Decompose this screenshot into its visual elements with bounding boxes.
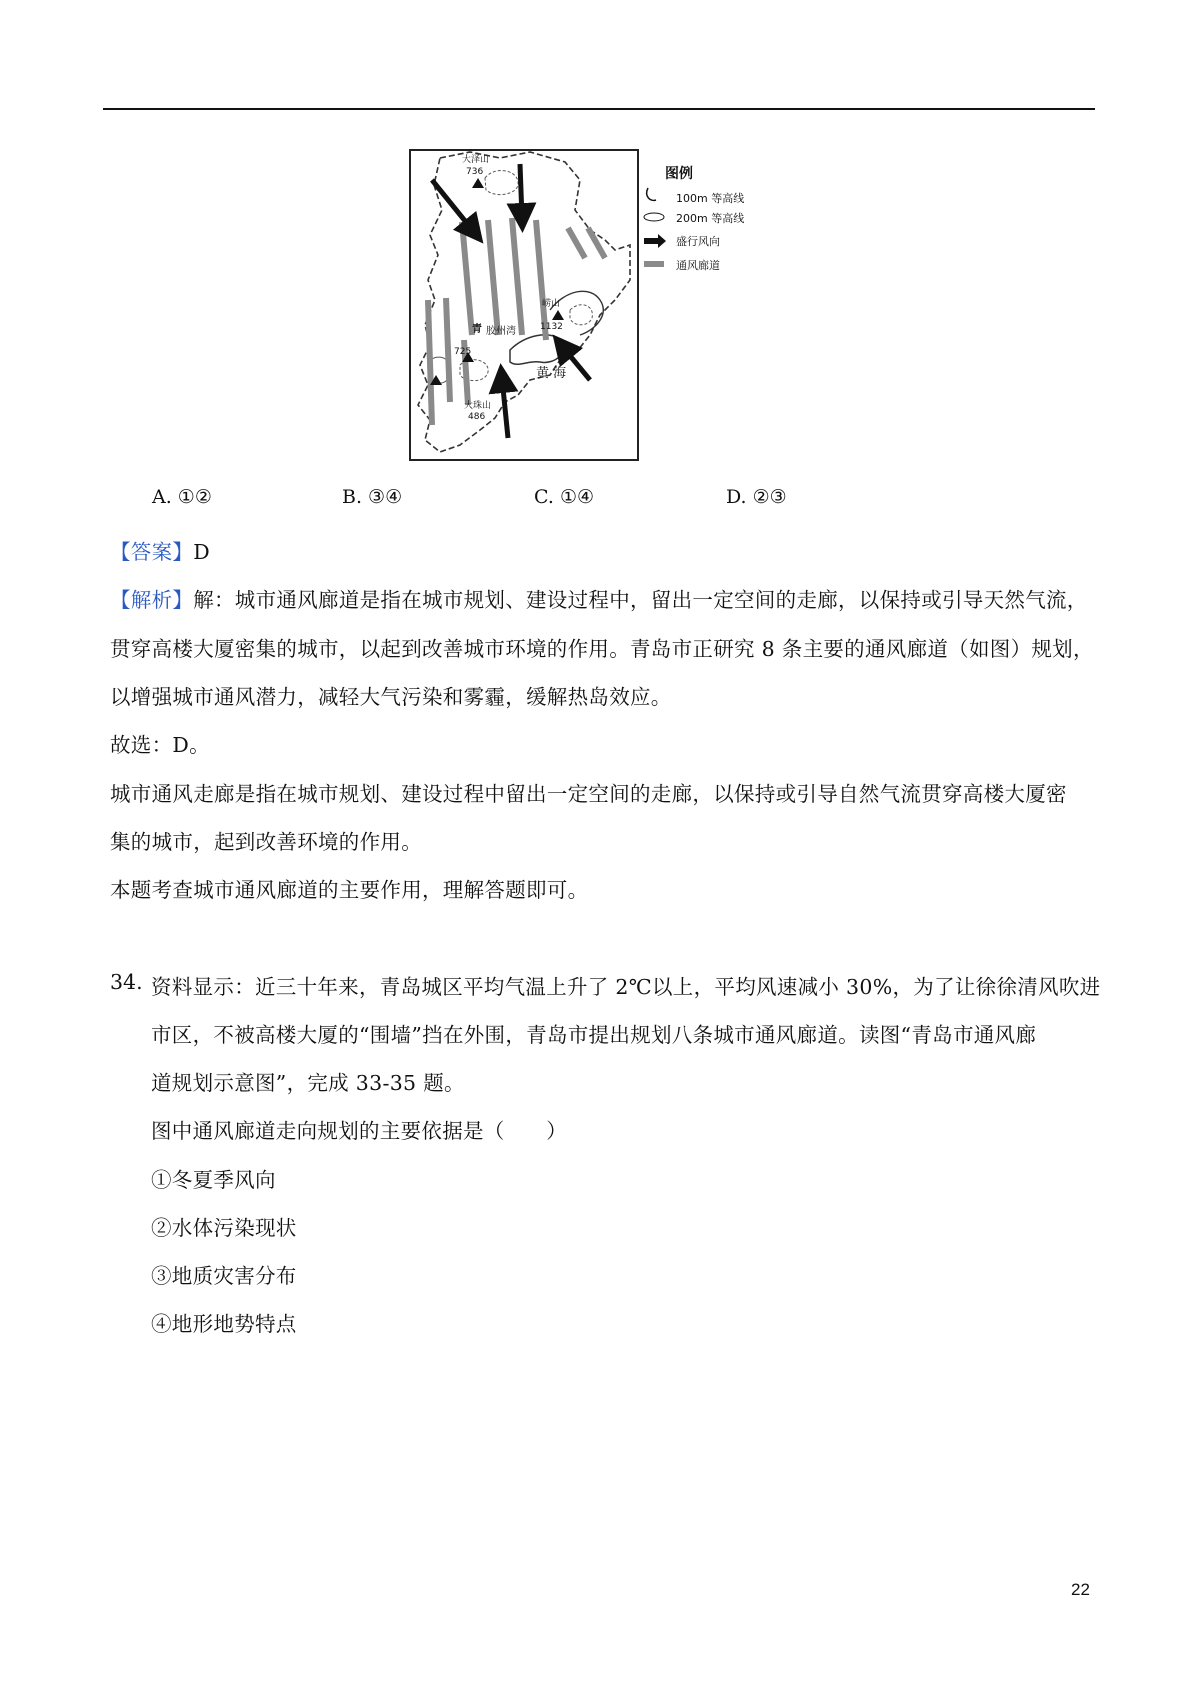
answer-line <box>110 535 210 565</box>
answer-options <box>0 486 1200 516</box>
legend-item-1: 100m 等高线 <box>676 192 745 205</box>
question-stem: 图中通风廊道走向规划的主要依据是（ ） <box>151 1119 567 1143</box>
analysis-line-3: 以增强城市通风潜力，减轻大气污染和雾霾，缓解热岛效应。 <box>110 685 672 709</box>
analysis-line-1 <box>110 583 1088 613</box>
question-item-1: ①冬夏季风向 <box>151 1168 276 1192</box>
analysis-line-6: 集的城市，起到改善环境的作用。 <box>110 830 422 854</box>
legend-title: 图例 <box>665 166 693 182</box>
analysis-line-2: 贯穿高楼大厦密集的城市，以起到改善城市环境的作用。青岛市正研究 8 条主要的通风廊道（如图）规划， <box>110 637 1094 661</box>
question-number: 34. <box>110 970 143 994</box>
page-number: 22 <box>1071 1580 1090 1599</box>
map-figure <box>400 140 785 470</box>
wind-arrow-n <box>520 164 522 218</box>
analysis-line-4: 故选：D。 <box>110 733 210 757</box>
legend-wind-arrow-icon <box>644 234 666 248</box>
question-item-4: ④地形地势特点 <box>151 1312 297 1336</box>
east-peak-label: 崂山 <box>542 299 561 309</box>
legend-contour-100-icon <box>647 188 656 200</box>
mid-peak-elev: 725 <box>454 347 472 357</box>
corridor <box>446 298 450 402</box>
question-line-1: 资料显示：近三十年来，青岛城区平均气温上升了 2℃以上，平均风速减小 30%，为了让徐徐清风吹进 <box>151 975 1101 999</box>
analysis-text: 解：城市通风廊道是指在城市规划、建设过程中，留出一定空间的走廊，以保持或引导天然气流， <box>193 588 1088 612</box>
answer-value: D <box>193 540 210 564</box>
option-d: D. ②③ <box>726 486 787 508</box>
east-peak-elev: 1132 <box>540 322 563 332</box>
bay-label: 胶州湾 <box>486 326 516 337</box>
sea-label: 黄 海 <box>536 366 567 381</box>
question-line-2: 市区，不被高楼大厦的“围墙”挡在外围，青岛市提出规划八条城市通风廊道。读图“青岛市通风廊 <box>151 1023 1037 1047</box>
option-a: A. ①② <box>152 486 212 508</box>
legend-item-4: 通风廊道 <box>676 259 720 272</box>
legend <box>644 165 744 272</box>
ventilation-corridor-map <box>400 140 785 470</box>
analysis-line-5: 城市通风走廊是指在城市规划、建设过程中留出一定空间的走廊，以保持或引导自然气流贯穿高楼大厦密 <box>110 782 1067 806</box>
analysis-tag: 【解析】 <box>110 588 194 612</box>
legend-item-2: 200m 等高线 <box>676 212 745 225</box>
answer-tag: 【答案】 <box>110 540 194 564</box>
north-peak-elev: 736 <box>466 167 484 177</box>
option-b: B. ③④ <box>342 486 403 508</box>
question-line-3: 道规划示意图”，完成 33-35 题。 <box>151 1071 465 1095</box>
question-item-2: ②水体污染现状 <box>151 1216 297 1240</box>
legend-corridor-icon <box>644 261 664 267</box>
corridor <box>428 300 432 425</box>
south-peak-elev: 486 <box>468 412 486 422</box>
legend-contour-200-icon <box>644 213 664 221</box>
south-peak-label: 大珠山 <box>464 401 492 411</box>
header-rule <box>103 108 1095 110</box>
city-label: 青 <box>472 324 482 335</box>
legend-item-3: 盛行风向 <box>676 235 720 248</box>
question-item-3: ③地质灾害分布 <box>151 1264 297 1288</box>
option-c: C. ①④ <box>534 486 595 508</box>
north-peak-label: 大泽山 <box>462 155 490 165</box>
analysis-line-7: 本题考查城市通风廊道的主要作用，理解答题即可。 <box>110 878 589 902</box>
